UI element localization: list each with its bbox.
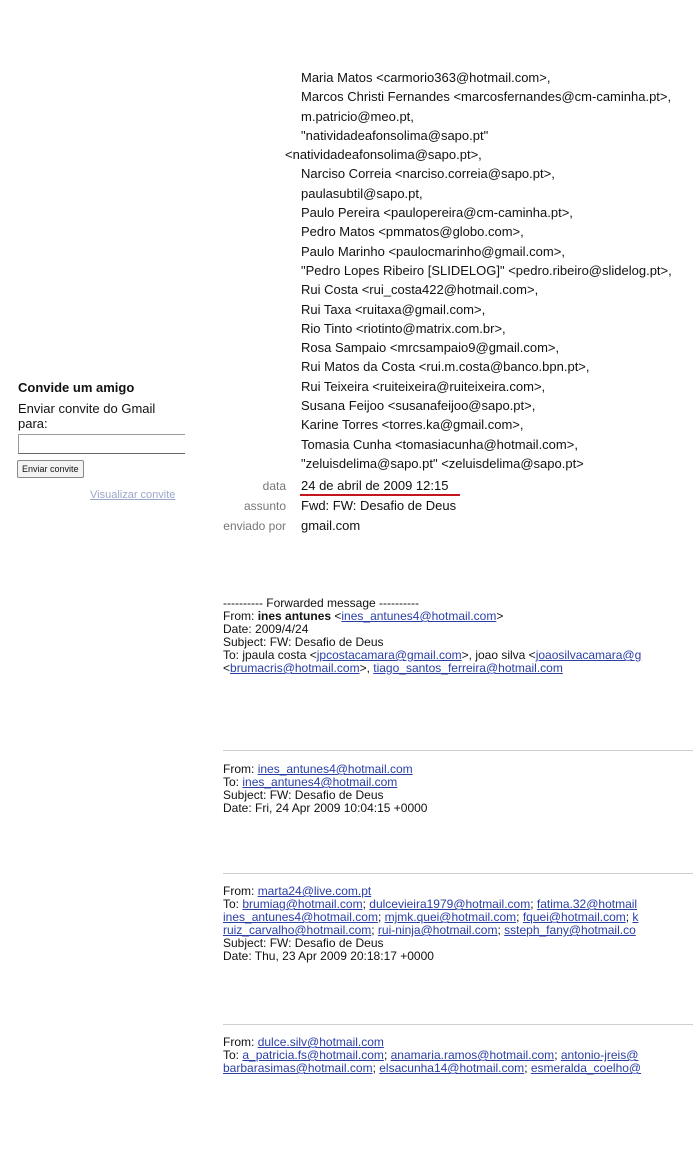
recipient-email-link[interactable]: brumacris@hotmail.com xyxy=(230,661,360,675)
forward-subject-line: Subject: FW: Desafio de Deus xyxy=(223,788,384,802)
recipient-email-link[interactable]: joaosilvacamara@g xyxy=(535,648,642,662)
separator xyxy=(223,873,693,874)
send-invite-button[interactable]: Enviar convite xyxy=(17,460,84,478)
forward-date-line: Date: Fri, 24 Apr 2009 10:04:15 +0000 xyxy=(223,801,428,815)
forward-to-line: To: ines_antunes4@hotmail.com xyxy=(223,775,398,789)
recipient-email-link[interactable]: barbarasimas@hotmail.com xyxy=(223,1061,373,1075)
forwarded-message-2 xyxy=(223,763,427,815)
invite-title: Convide um amigo xyxy=(18,380,135,395)
date-label: data xyxy=(262,479,286,493)
recipient-line: Rui Teixeira <ruiteixeira@ruiteixeira.com>, xyxy=(301,378,546,394)
recipient-email-link[interactable]: ines_antunes4@hotmail.com xyxy=(242,775,398,789)
recipient-line: "Pedro Lopes Ribeiro [SLIDELOG]" <pedro.ribeiro@slidelog.pt>, xyxy=(301,262,672,278)
recipient-email-link[interactable]: a_patricia.fs@hotmail.com xyxy=(242,1048,384,1062)
sender-email-link[interactable]: ines_antunes4@hotmail.com xyxy=(341,609,497,623)
invite-description: Enviar convite do Gmail para: xyxy=(18,401,156,431)
sender-email-link[interactable]: dulce.silv@hotmail.com xyxy=(257,1035,384,1049)
recipient-email-link[interactable]: ssteph_fany@hotmail.co xyxy=(504,923,636,937)
forward-divider: ---------- Forwarded message ---------- xyxy=(223,596,419,610)
recipient-email-link[interactable]: brumiag@hotmail.com xyxy=(242,897,363,911)
forward-to-line-2: ines_antunes4@hotmail.com; mjmk.quei@hotmail.com; fquei@hotmail.com; k xyxy=(223,910,639,924)
recipient-line: Susana Feijoo <susanafeijoo@sapo.pt>, xyxy=(301,398,536,414)
recipient-email-link[interactable]: ruiz_carvalho@hotmail.com xyxy=(223,923,372,937)
recipient-line: <natividadeafonsolima@sapo.pt>, xyxy=(285,147,482,163)
recipient-line: Tomasia Cunha <tomasiacunha@hotmail.com>, xyxy=(301,436,578,452)
subject-label: assunto xyxy=(243,499,286,513)
sender-name: ines antunes xyxy=(257,609,332,623)
recipient-email-link[interactable]: tiago_santos_ferreira@hotmail.com xyxy=(373,661,563,675)
recipient-email-link[interactable]: ines_antunes4@hotmail.com xyxy=(223,910,378,924)
sender-email-link[interactable]: marta24@live.com.pt xyxy=(257,884,372,898)
forward-date-line: Date: Thu, 23 Apr 2009 20:18:17 +0000 xyxy=(223,949,434,963)
subject-value: Fwd: FW: Desafio de Deus xyxy=(301,498,457,513)
sent-by-label: enviado por xyxy=(223,519,286,533)
recipient-line: Rui Taxa <ruitaxa@gmail.com>, xyxy=(301,301,486,317)
sender-email-link[interactable]: ines_antunes4@hotmail.com xyxy=(257,762,413,776)
recipient-line: Paulo Pereira <paulopereira@cm-caminha.pt>, xyxy=(301,205,573,221)
recipient-line: "zeluisdelima@sapo.pt" <zeluisdelima@sapo.pt> xyxy=(301,455,584,471)
recipient-email-link[interactable]: fatima.32@hotmail xyxy=(536,897,638,911)
view-invite-link[interactable]: Visualizar convite xyxy=(90,489,176,501)
recipient-email-link[interactable]: dulcevieira1979@hotmail.com xyxy=(369,897,531,911)
forwarded-message-3 xyxy=(223,885,638,963)
forward-date-line: Date: 2009/4/24 xyxy=(223,622,309,636)
recipient-line: paulasubtil@sapo.pt, xyxy=(301,185,423,201)
invite-email-input[interactable] xyxy=(18,434,185,454)
date-value: 24 de abril de 2009 12:15 xyxy=(301,478,449,493)
forward-to-line: To: brumiag@hotmail.com; dulcevieira1979@hotmail.com; fatima.32@hotmail xyxy=(223,897,638,911)
forwarded-message-4 xyxy=(223,1036,641,1075)
recipient-line: Rosa Sampaio <mrcsampaio9@gmail.com>, xyxy=(301,340,560,356)
recipient-email-link[interactable]: jpcostacamara@gmail.com xyxy=(316,648,462,662)
recipient-line: Rio Tinto <riotinto@matrix.com.br>, xyxy=(301,320,506,336)
forward-subject-line: Subject: FW: Desafio de Deus xyxy=(223,635,384,649)
recipient-line: Rui Costa <rui_costa422@hotmail.com>, xyxy=(301,282,539,298)
recipient-email-link[interactable]: k xyxy=(632,910,639,924)
forward-to-line-2: barbarasimas@hotmail.com; elsacunha14@hotmail.com; esmeralda_coelho@ xyxy=(223,1061,642,1075)
recipient-email-link[interactable]: elsacunha14@hotmail.com xyxy=(379,1061,525,1075)
forward-from-line: From: ines antunes <ines_antunes4@hotmail.com> xyxy=(223,609,504,623)
sent-by-value: gmail.com xyxy=(301,518,361,533)
recipient-line: Pedro Matos <pmmatos@globo.com>, xyxy=(301,224,524,240)
recipient-email-link[interactable]: antonio-jreis@ xyxy=(560,1048,639,1062)
recipient-email-link[interactable]: anamaria.ramos@hotmail.com xyxy=(390,1048,555,1062)
forward-to-line: To: jpaula costa <jpcostacamara@gmail.com>, joao silva <joaosilvacamara@g xyxy=(223,648,642,662)
forward-subject-line: Subject: FW: Desafio de Deus xyxy=(223,936,384,950)
forward-to-line: To: a_patricia.fs@hotmail.com; anamaria.ramos@hotmail.com; antonio-jreis@ xyxy=(223,1048,639,1062)
recipient-line: m.patricio@meo.pt, xyxy=(301,108,414,124)
forward-from-line: From: marta24@live.com.pt xyxy=(223,884,372,898)
recipient-line: Marcos Christi Fernandes <marcosfernandes@cm-caminha.pt>, xyxy=(301,89,672,105)
recipient-line: Karine Torres <torres.ka@gmail.com>, xyxy=(301,417,524,433)
recipient-email-link[interactable]: esmeralda_coelho@ xyxy=(530,1061,642,1075)
recipient-line: "natividadeafonsolima@sapo.pt" xyxy=(301,127,489,143)
recipient-line: Rui Matos da Costa <rui.m.costa@banco.bpn.pt>, xyxy=(301,359,590,375)
recipient-line: Maria Matos <carmorio363@hotmail.com>, xyxy=(301,70,551,85)
date-underline xyxy=(300,494,460,496)
forward-from-line: From: ines_antunes4@hotmail.com xyxy=(223,762,413,776)
recipient-email-link[interactable]: fquei@hotmail.com xyxy=(522,910,626,924)
forward-from-line: From: dulce.silv@hotmail.com xyxy=(223,1035,384,1049)
forwarded-message-1 xyxy=(223,597,641,675)
recipient-line: Narciso Correia <narciso.correia@sapo.pt>, xyxy=(301,166,555,182)
separator xyxy=(223,1024,693,1025)
forward-to-line-2: <brumacris@hotmail.com>, tiago_santos_ferreira@hotmail.com xyxy=(223,661,563,675)
recipient-email-link[interactable]: rui-ninja@hotmail.com xyxy=(377,923,498,937)
recipient-email-link[interactable]: mjmk.quei@hotmail.com xyxy=(384,910,517,924)
forward-to-line-3: ruiz_carvalho@hotmail.com; rui-ninja@hotmail.com; ssteph_fany@hotmail.co xyxy=(223,923,636,937)
separator xyxy=(223,750,693,751)
recipient-line: Paulo Marinho <paulocmarinho@gmail.com>, xyxy=(301,243,565,259)
recipient-list xyxy=(285,68,672,473)
